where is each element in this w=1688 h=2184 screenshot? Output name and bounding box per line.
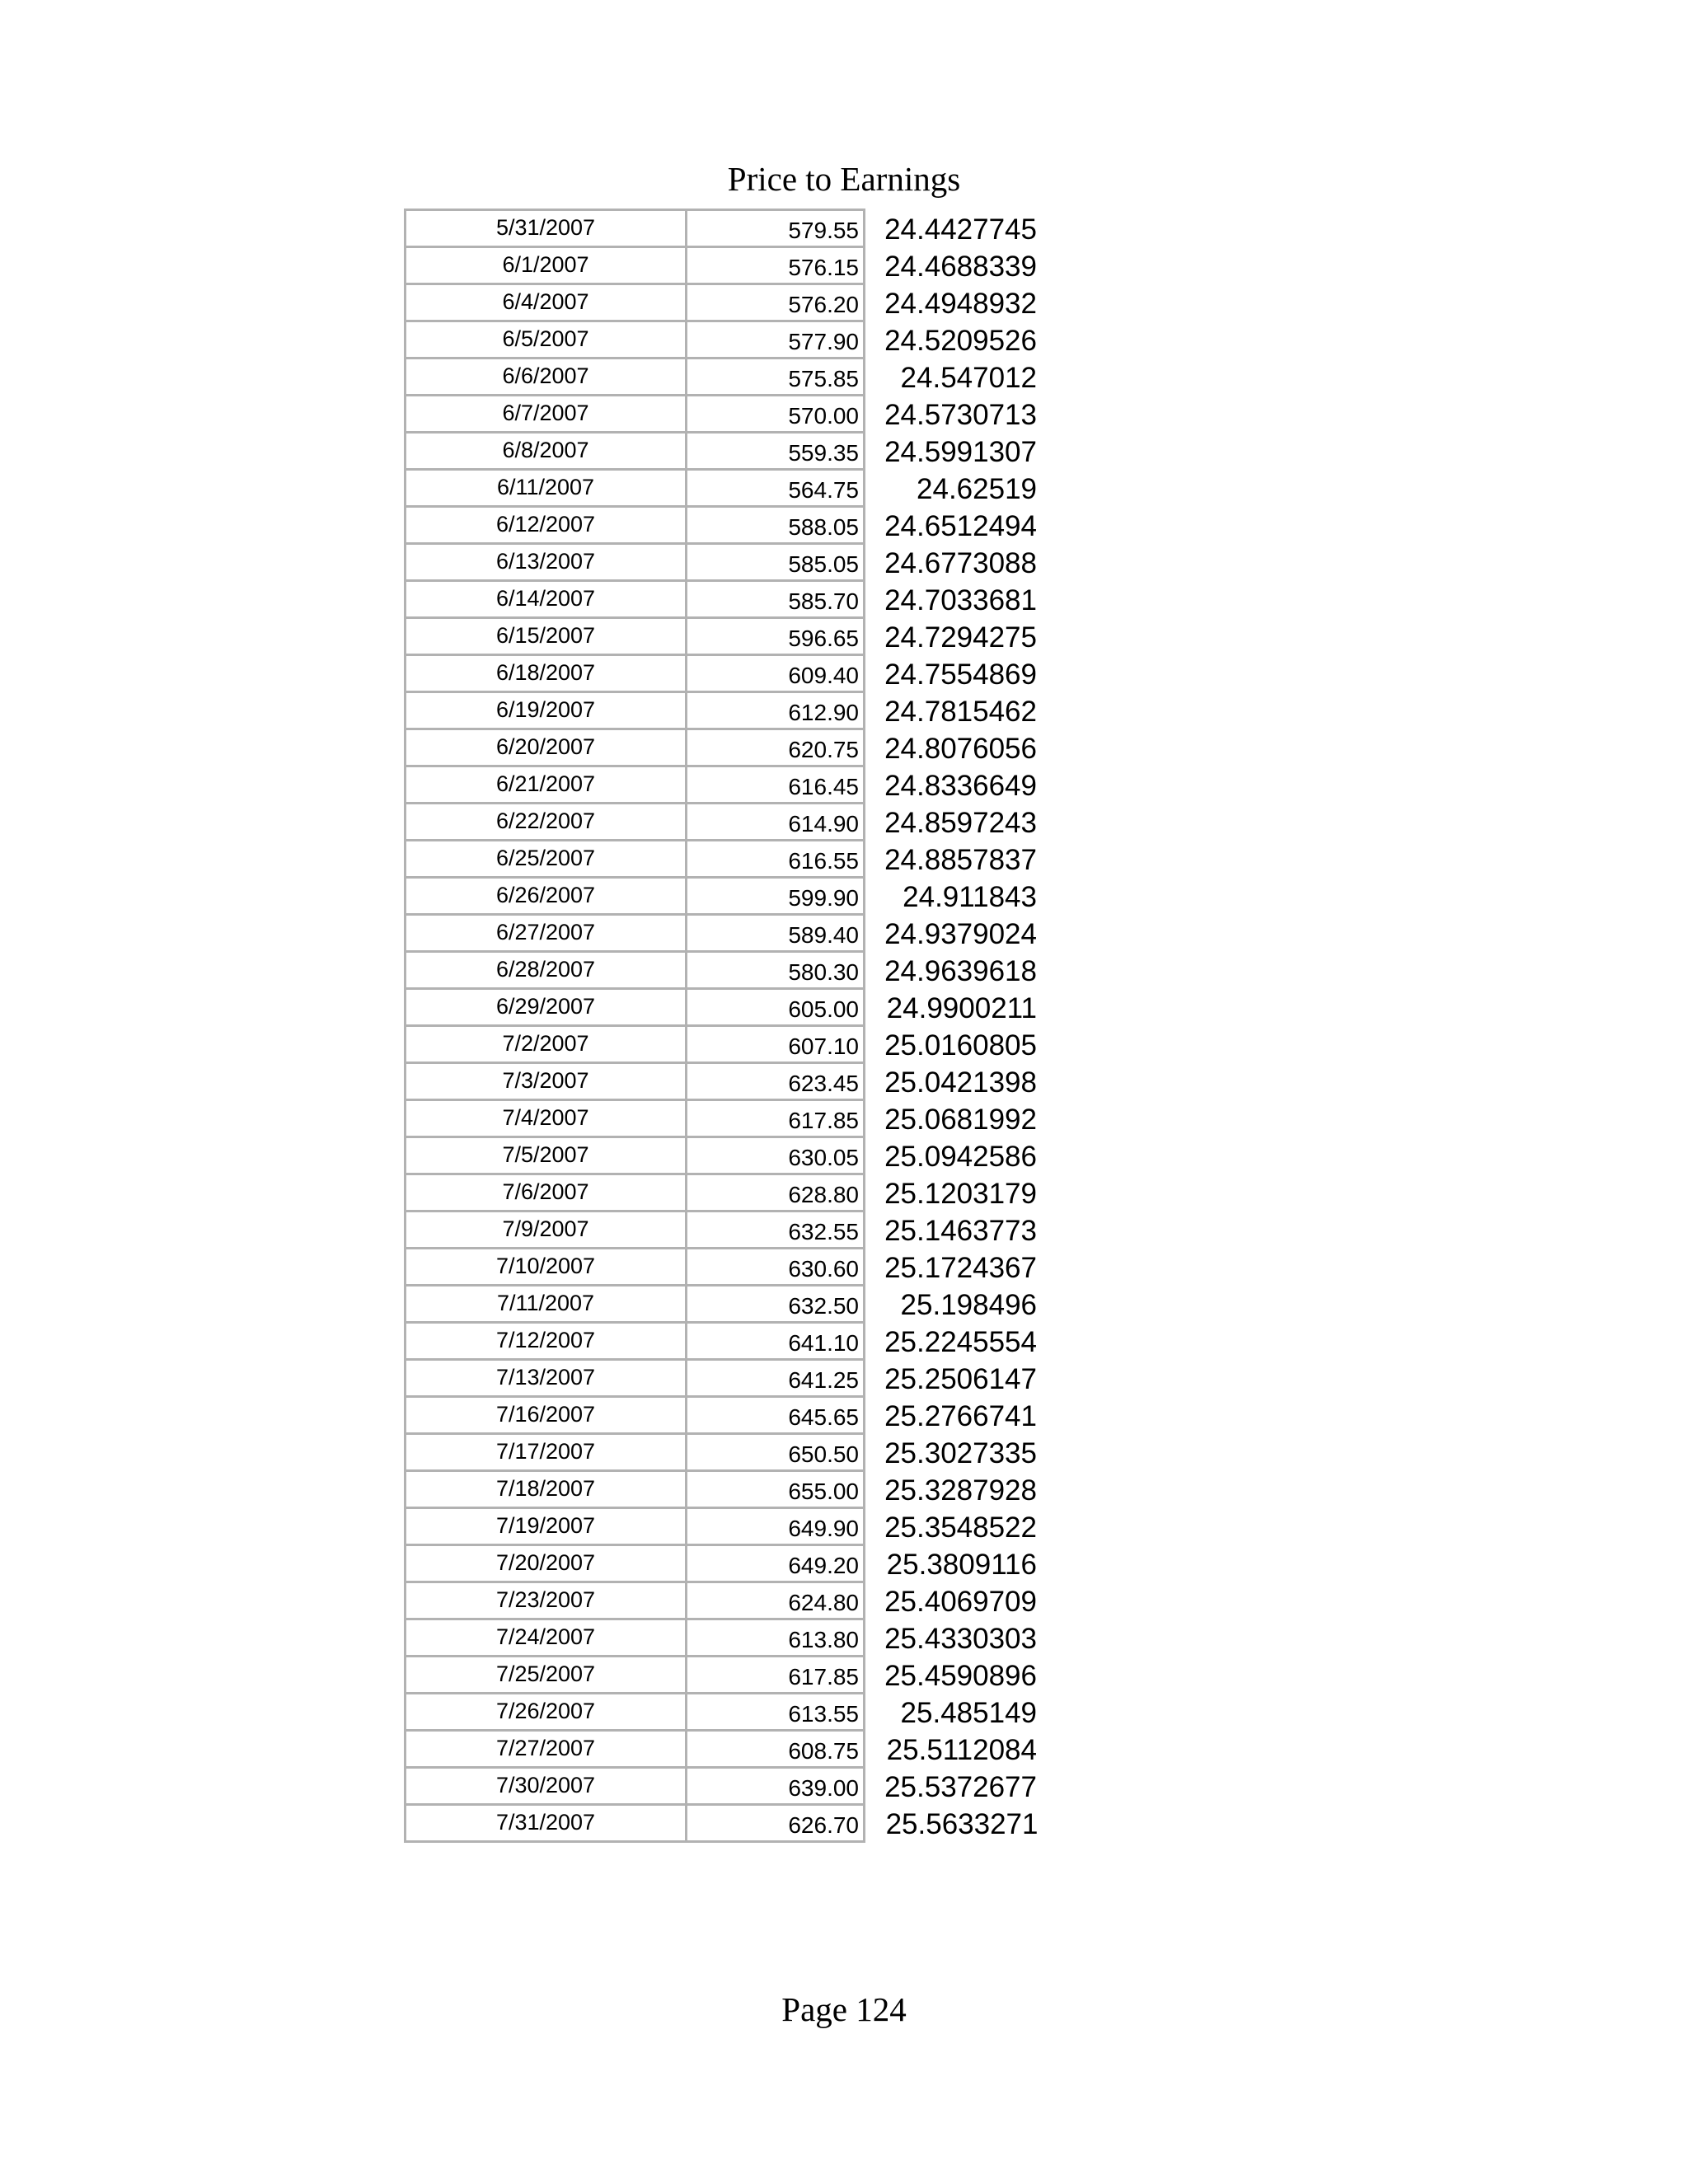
- pe-ratio-cell: 25.5372677: [884, 1770, 1037, 1803]
- price-cell: 624.80: [687, 1582, 865, 1619]
- table-row: [406, 1471, 1042, 1508]
- date-cell: 7/12/2007: [406, 1323, 687, 1360]
- price-cell: 641.10: [687, 1323, 865, 1360]
- date-cell: 6/25/2007: [406, 841, 687, 878]
- pe-ratio-cell: 25.4590896: [884, 1659, 1037, 1692]
- table-row: [406, 396, 1042, 433]
- date-cell: 6/15/2007: [406, 618, 687, 655]
- pe-ratio-cell: 25.5633271: [885, 1807, 1039, 1840]
- table-row: [406, 1137, 1042, 1174]
- price-cell: 613.55: [687, 1694, 865, 1731]
- pe-ratio-cell: 24.547012: [900, 361, 1037, 394]
- table-row: [406, 878, 1042, 915]
- table-row: [406, 470, 1042, 507]
- pe-ratio-cell: 25.2245554: [884, 1325, 1037, 1358]
- pe-ratio-cell: 24.4427745: [884, 213, 1037, 246]
- price-cell: 639.00: [687, 1768, 865, 1805]
- pe-ratio-cell: 24.8857837: [884, 843, 1037, 876]
- date-cell: 6/14/2007: [406, 581, 687, 618]
- price-cell: 589.40: [687, 915, 865, 952]
- price-cell: 617.85: [687, 1100, 865, 1137]
- date-cell: 7/3/2007: [406, 1063, 687, 1100]
- price-cell: 620.75: [687, 729, 865, 766]
- price-cell: 632.55: [687, 1212, 865, 1249]
- pe-ratio-cell: 25.3027335: [884, 1436, 1037, 1469]
- table-row: [406, 1694, 1042, 1731]
- table-body: [406, 210, 1042, 1842]
- price-cell: 616.45: [687, 766, 865, 804]
- pe-ratio-cell: 25.0421398: [884, 1066, 1037, 1099]
- price-cell: 628.80: [687, 1174, 865, 1212]
- table-row: [406, 544, 1042, 581]
- pe-ratio-cell: 25.1463773: [884, 1214, 1037, 1247]
- date-cell: 6/8/2007: [406, 433, 687, 470]
- table-row: [406, 359, 1042, 396]
- table-row: [406, 804, 1042, 841]
- date-cell: 7/6/2007: [406, 1174, 687, 1212]
- table-row: [406, 1100, 1042, 1137]
- table-row: [406, 1805, 1042, 1842]
- pe-ratio-cell: 25.0942586: [884, 1140, 1037, 1173]
- date-cell: 7/24/2007: [406, 1619, 687, 1657]
- pe-ratio-cell: 25.1724367: [884, 1251, 1037, 1284]
- pe-ratio-cell: 24.9379024: [884, 917, 1037, 950]
- table-row: [406, 1768, 1042, 1805]
- table-row: [406, 1731, 1042, 1768]
- pe-ratio-cell: 24.6512494: [884, 509, 1037, 542]
- pe-ratio-cell: 25.3809116: [886, 1548, 1037, 1581]
- table-row: [406, 1619, 1042, 1657]
- date-cell: 6/7/2007: [406, 396, 687, 433]
- pe-ratio-cell: 24.8076056: [884, 732, 1037, 765]
- table-row: [406, 1063, 1042, 1100]
- table-row: [406, 729, 1042, 766]
- price-cell: 632.50: [687, 1286, 865, 1323]
- pe-ratio-cell: 25.2766741: [884, 1399, 1037, 1432]
- table-row: [406, 692, 1042, 729]
- pe-ratio-cell: 24.5991307: [884, 435, 1037, 468]
- price-cell: 616.55: [687, 841, 865, 878]
- price-cell: 577.90: [687, 321, 865, 359]
- date-cell: 6/13/2007: [406, 544, 687, 581]
- date-cell: 5/31/2007: [406, 210, 687, 247]
- table-row: [406, 915, 1042, 952]
- table-row: [406, 1360, 1042, 1397]
- pe-ratio-cell: 25.485149: [900, 1696, 1037, 1729]
- table-row: [406, 284, 1042, 321]
- price-cell: 580.30: [687, 952, 865, 989]
- table-row: [406, 1657, 1042, 1694]
- table-row: [406, 1545, 1042, 1582]
- table-row: [406, 1249, 1042, 1286]
- pe-ratio-cell: 25.4330303: [884, 1622, 1037, 1655]
- date-cell: 7/2/2007: [406, 1026, 687, 1063]
- date-cell: 7/4/2007: [406, 1100, 687, 1137]
- pe-ratio-cell: 25.0681992: [884, 1103, 1037, 1136]
- price-cell: 608.75: [687, 1731, 865, 1768]
- price-cell: 559.35: [687, 433, 865, 470]
- date-cell: 6/11/2007: [406, 470, 687, 507]
- price-cell: 641.25: [687, 1360, 865, 1397]
- price-cell: 630.60: [687, 1249, 865, 1286]
- price-cell: 585.05: [687, 544, 865, 581]
- price-cell: 613.80: [687, 1619, 865, 1657]
- table-row: [406, 210, 1042, 247]
- pe-ratio-cell: 24.62519: [917, 472, 1037, 505]
- table-row: [406, 1174, 1042, 1212]
- pe-ratio-cell: 24.7554869: [884, 658, 1037, 691]
- pe-ratio-cell: 24.4688339: [884, 250, 1037, 283]
- date-cell: 6/26/2007: [406, 878, 687, 915]
- table-row: [406, 841, 1042, 878]
- date-cell: 7/31/2007: [406, 1805, 687, 1842]
- pe-ratio-cell: 25.3287928: [884, 1474, 1037, 1507]
- date-cell: 6/12/2007: [406, 507, 687, 544]
- date-cell: 6/20/2007: [406, 729, 687, 766]
- pe-ratio-cell: 24.9639618: [884, 954, 1037, 987]
- table-row: [406, 1582, 1042, 1619]
- price-cell: 617.85: [687, 1657, 865, 1694]
- table-row: [406, 581, 1042, 618]
- pe-ratio-cell: 24.7033681: [884, 583, 1037, 616]
- price-cell: 576.20: [687, 284, 865, 321]
- date-cell: 7/13/2007: [406, 1360, 687, 1397]
- table-row: [406, 507, 1042, 544]
- price-cell: 575.85: [687, 359, 865, 396]
- table-row: [406, 618, 1042, 655]
- pe-ratio-cell: 25.5112084: [886, 1733, 1037, 1766]
- date-cell: 7/17/2007: [406, 1434, 687, 1471]
- page-number: Page 124: [781, 1990, 907, 2028]
- price-cell: 649.90: [687, 1508, 865, 1545]
- price-cell: 650.50: [687, 1434, 865, 1471]
- pe-ratio-cell: 24.9900211: [886, 991, 1037, 1024]
- price-earnings-table: [404, 209, 1043, 1843]
- date-cell: 7/16/2007: [406, 1397, 687, 1434]
- table-row: [406, 655, 1042, 692]
- table-row: [406, 433, 1042, 470]
- pe-ratio-cell: 25.198496: [900, 1288, 1037, 1321]
- date-cell: 7/11/2007: [406, 1286, 687, 1323]
- price-cell: 649.20: [687, 1545, 865, 1582]
- price-cell: 570.00: [687, 396, 865, 433]
- pe-ratio-cell: 24.4948932: [884, 287, 1037, 320]
- price-cell: 630.05: [687, 1137, 865, 1174]
- date-cell: 6/4/2007: [406, 284, 687, 321]
- date-cell: 7/19/2007: [406, 1508, 687, 1545]
- date-cell: 6/19/2007: [406, 692, 687, 729]
- pe-ratio-cell: 25.2506147: [884, 1362, 1037, 1395]
- pe-ratio-cell: 24.7815462: [884, 695, 1037, 728]
- table-row: [406, 247, 1042, 284]
- date-cell: 7/30/2007: [406, 1768, 687, 1805]
- table-row: [406, 1212, 1042, 1249]
- table-row: [406, 766, 1042, 804]
- date-cell: 7/10/2007: [406, 1249, 687, 1286]
- date-cell: 7/20/2007: [406, 1545, 687, 1582]
- pe-ratio-cell: 24.5209526: [884, 324, 1037, 357]
- table-row: [406, 952, 1042, 989]
- date-cell: 6/27/2007: [406, 915, 687, 952]
- pe-ratio-cell: 24.5730713: [884, 398, 1037, 431]
- date-cell: 6/5/2007: [406, 321, 687, 359]
- pe-ratio-cell: 24.7294275: [884, 621, 1037, 654]
- date-cell: 6/1/2007: [406, 247, 687, 284]
- price-cell: 564.75: [687, 470, 865, 507]
- price-cell: 599.90: [687, 878, 865, 915]
- price-cell: 605.00: [687, 989, 865, 1026]
- table-row: [406, 1026, 1042, 1063]
- price-cell: 579.55: [687, 210, 865, 247]
- price-cell: 588.05: [687, 507, 865, 544]
- price-cell: 645.65: [687, 1397, 865, 1434]
- date-cell: 6/29/2007: [406, 989, 687, 1026]
- pe-ratio-cell: 24.6773088: [884, 546, 1037, 579]
- price-cell: 614.90: [687, 804, 865, 841]
- date-cell: 7/26/2007: [406, 1694, 687, 1731]
- date-cell: 7/25/2007: [406, 1657, 687, 1694]
- pe-ratio-cell: 25.0160805: [884, 1029, 1037, 1062]
- pe-ratio-cell: 24.8597243: [884, 806, 1037, 839]
- price-cell: 596.65: [687, 618, 865, 655]
- date-cell: 6/22/2007: [406, 804, 687, 841]
- price-cell: 576.15: [687, 247, 865, 284]
- pe-ratio-cell: 24.8336649: [884, 769, 1037, 802]
- price-cell: 607.10: [687, 1026, 865, 1063]
- table-row: [406, 1508, 1042, 1545]
- date-cell: 6/18/2007: [406, 655, 687, 692]
- price-cell: 623.45: [687, 1063, 865, 1100]
- table-row: [406, 1397, 1042, 1434]
- table-row: [406, 1434, 1042, 1471]
- price-cell: 626.70: [687, 1805, 865, 1842]
- pe-ratio-cell: 25.3548522: [884, 1511, 1037, 1544]
- date-cell: 7/23/2007: [406, 1582, 687, 1619]
- table-row: [406, 321, 1042, 359]
- price-cell: 655.00: [687, 1471, 865, 1508]
- page-title: Price to Earnings: [727, 160, 961, 198]
- pe-ratio-cell: 24.911843: [903, 880, 1037, 913]
- price-cell: 585.70: [687, 581, 865, 618]
- pe-ratio-cell: 25.1203179: [884, 1177, 1037, 1210]
- date-cell: 7/18/2007: [406, 1471, 687, 1508]
- table-row: [406, 989, 1042, 1026]
- date-cell: 6/6/2007: [406, 359, 687, 396]
- date-cell: 6/21/2007: [406, 766, 687, 804]
- date-cell: 7/9/2007: [406, 1212, 687, 1249]
- price-cell: 609.40: [687, 655, 865, 692]
- price-cell: 612.90: [687, 692, 865, 729]
- date-cell: 7/27/2007: [406, 1731, 687, 1768]
- table-row: [406, 1323, 1042, 1360]
- date-cell: 7/5/2007: [406, 1137, 687, 1174]
- date-cell: 6/28/2007: [406, 952, 687, 989]
- table-row: [406, 1286, 1042, 1323]
- pe-ratio-cell: 25.4069709: [884, 1585, 1037, 1618]
